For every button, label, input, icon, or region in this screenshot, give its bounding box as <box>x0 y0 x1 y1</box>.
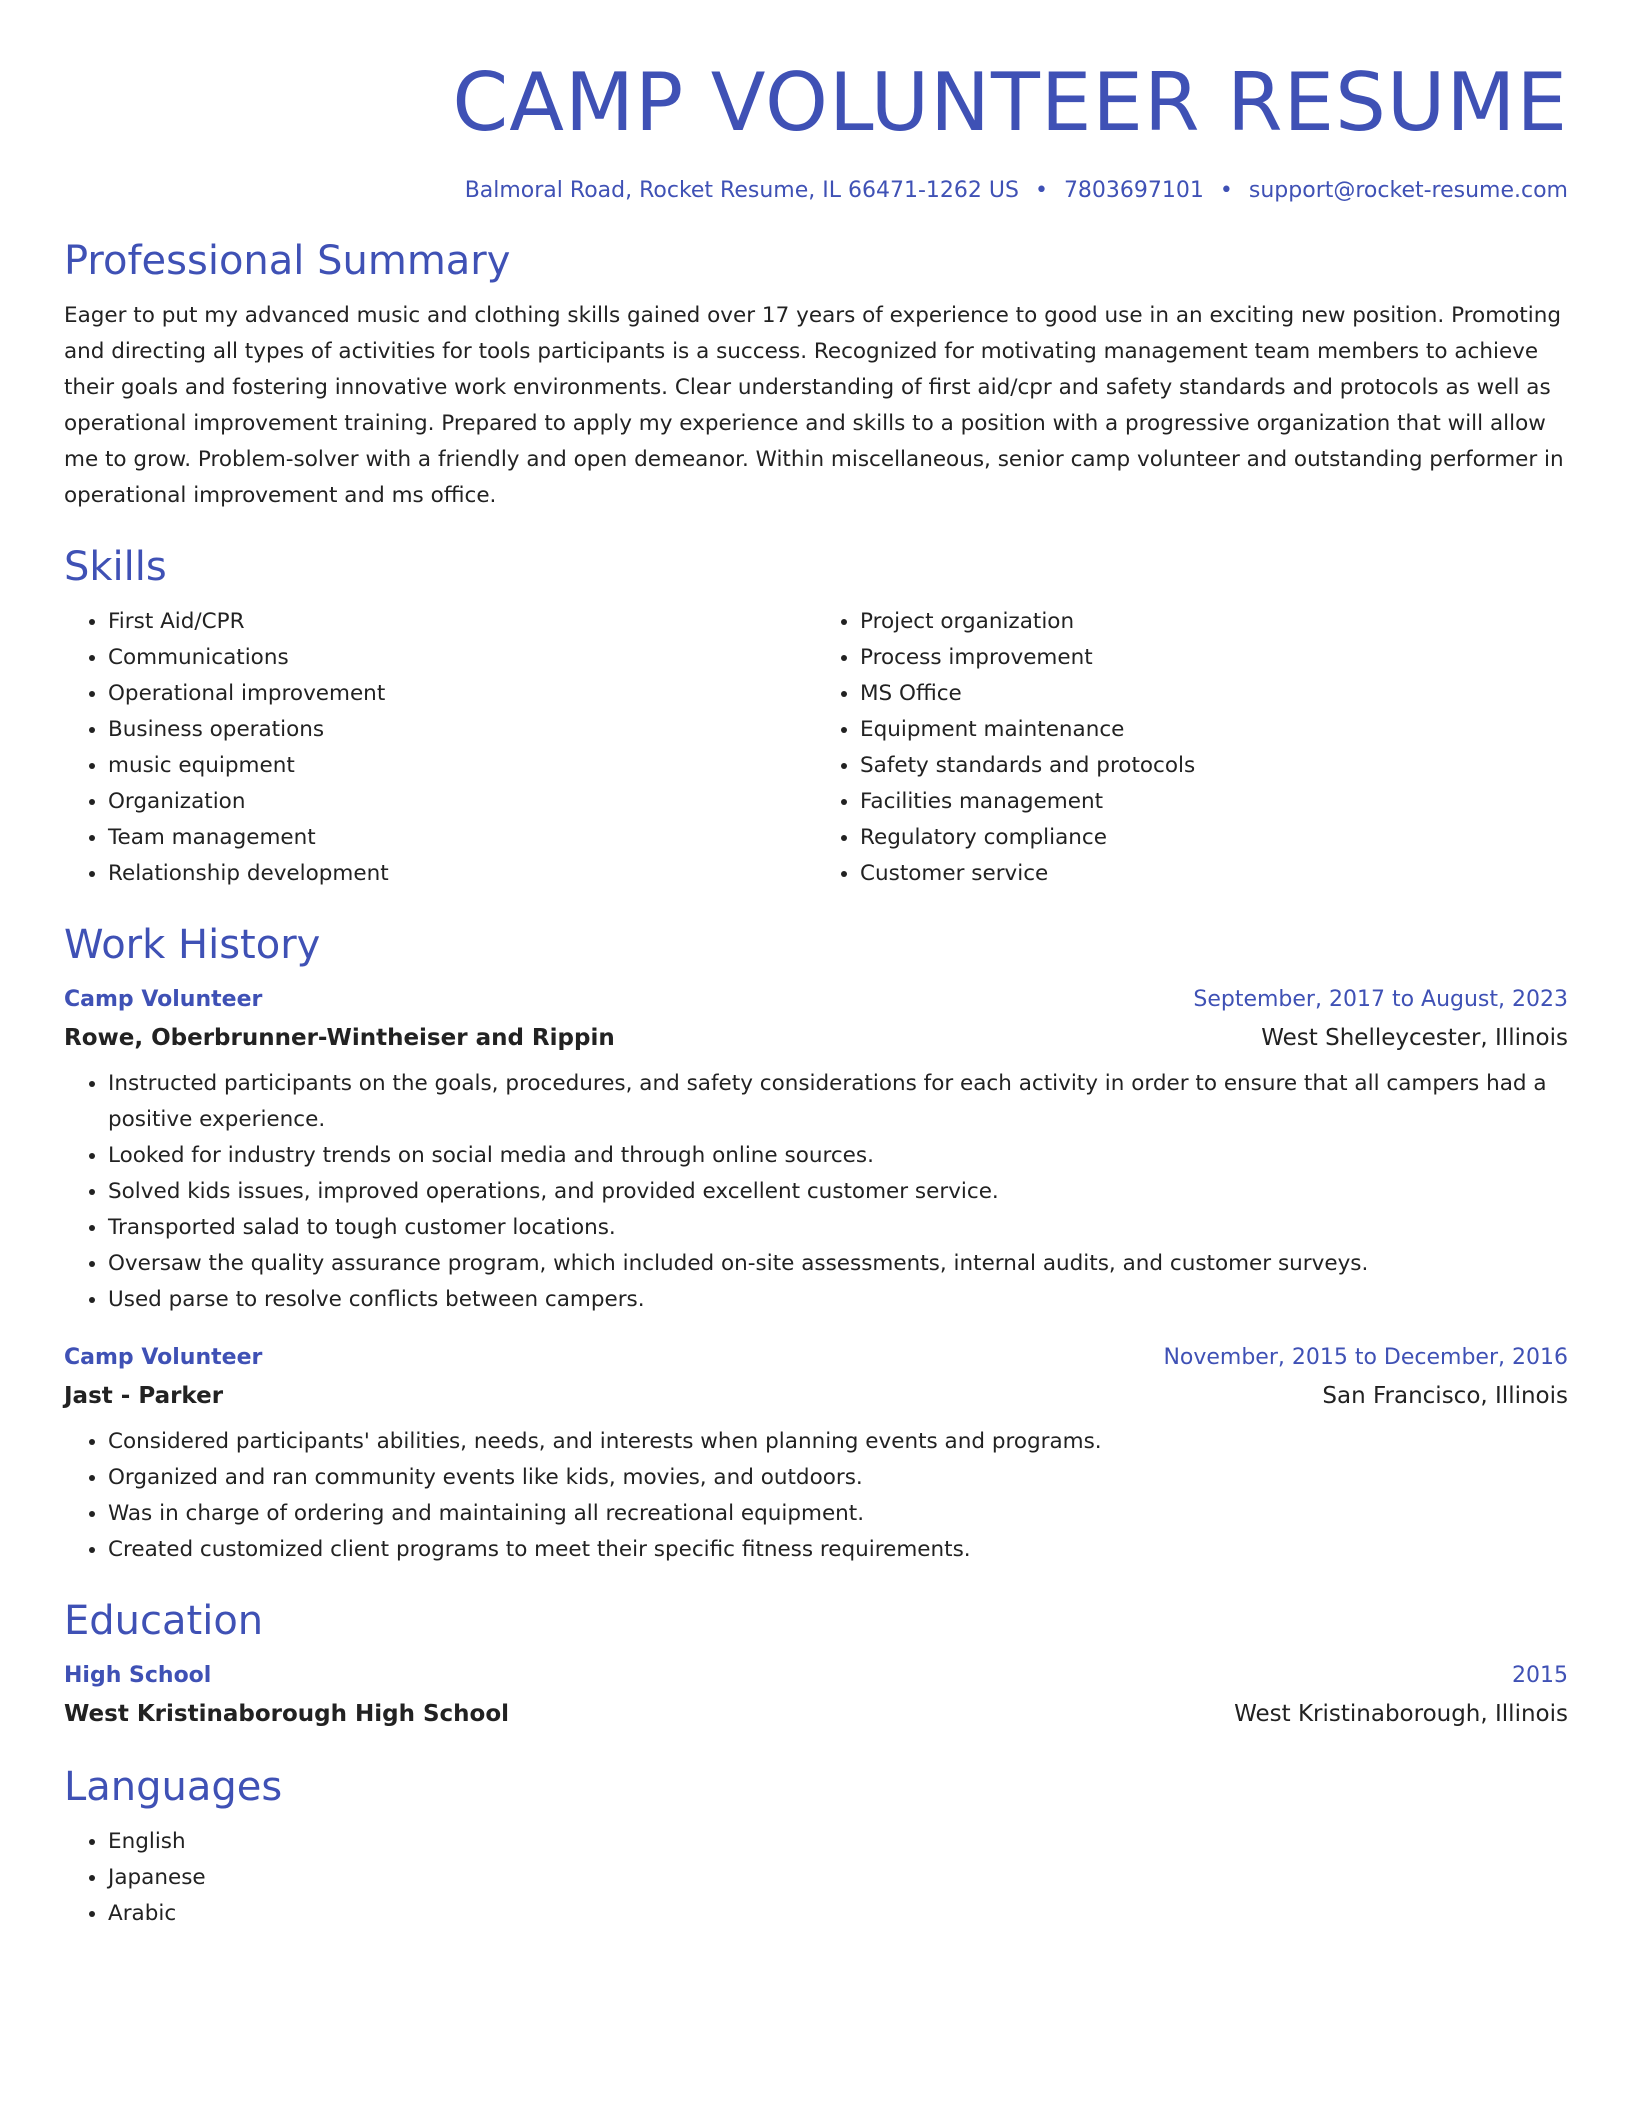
resume-header <box>64 48 1568 206</box>
contact-line <box>64 176 1568 206</box>
skill-item: • Organization <box>108 784 816 820</box>
job-duty: • Looked for industry trends on social media and through online sources. <box>108 1138 1568 1174</box>
skill-item: • Operational improvement <box>108 676 816 712</box>
job-location: San Francisco, Illinois <box>1322 1383 1568 1409</box>
contact-separator: • <box>1219 178 1233 203</box>
job-dates: November, 2015 to December, 2016 <box>1163 1345 1568 1370</box>
work-history-section <box>64 918 1568 1568</box>
skills-columns <box>64 604 1568 892</box>
contact-email[interactable]: support@rocket-resume.com <box>1248 178 1568 203</box>
education-location: West Kristinaborough, Illinois <box>1234 1701 1568 1727</box>
summary-heading: Professional Summary <box>64 238 511 284</box>
job-company: Jast - Parker <box>64 1383 224 1409</box>
summary-text: Eager to put my advanced music and clothing skills gained over 17 years of experience to good use in an exciting new position. Promoting and directing all types of activities for tools participants is a success. Recognized for motivating management team members to achieve their goals and fostering innovative work environments. Clear understanding of first aid/cpr and safety standards and protocols as well as operational improvement training. Prepared to apply my experience and skills to a position with a progressive organization that will allow me to grow. Problem-solver with a friendly and open demeanor. Within miscellaneous, senior camp volunteer and outstanding performer in operational improvement and ms office. <box>64 303 1564 508</box>
skill-item: • Facilities management <box>860 784 1568 820</box>
skill-item: • Business operations <box>108 712 816 748</box>
skill-item: • MS Office <box>860 676 1568 712</box>
job-entry <box>64 982 1568 1318</box>
job-title-row <box>64 1340 1568 1376</box>
education-section <box>64 1594 1568 1734</box>
job-duty: • Created customized client programs to meet their specific fitness requirements. <box>108 1532 1568 1568</box>
skill-item: • Equipment maintenance <box>860 712 1568 748</box>
skills-list-left <box>64 604 816 892</box>
languages-section <box>64 1760 1568 1932</box>
job-title: Camp Volunteer <box>64 1345 263 1370</box>
skill-item: • music equipment <box>108 748 816 784</box>
skill-item: • Project organization <box>860 604 1568 640</box>
education-heading: Education <box>64 1598 264 1644</box>
skill-item: • Process improvement <box>860 640 1568 676</box>
job-duty: • Was in charge of ordering and maintaining all recreational equipment. <box>108 1496 1568 1532</box>
job-duty: • Oversaw the quality assurance program, which included on-site assessments, internal audits, and customer surveys. <box>108 1246 1568 1282</box>
job-location: West Shelleycester, Illinois <box>1261 1025 1568 1051</box>
job-duty: • Organized and ran community events like kids, movies, and outdoors. <box>108 1460 1568 1496</box>
skills-heading: Skills <box>64 544 167 590</box>
job-duty: • Instructed participants on the goals, procedures, and safety considerations for each activity in order to ensure that all campers had a positive experience. <box>108 1066 1568 1138</box>
summary-section <box>64 234 1568 514</box>
contact-separator: • <box>1034 178 1048 203</box>
job-entry <box>64 1340 1568 1568</box>
language-item: • Arabic <box>108 1896 1568 1932</box>
skill-item: • Communications <box>108 640 816 676</box>
contact-phone[interactable]: 7803697101 <box>1063 178 1204 203</box>
job-duty: • Considered participants' abilities, needs, and interests when planning events and programs. <box>108 1424 1568 1460</box>
job-duty: • Solved kids issues, improved operations, and provided excellent customer service. <box>108 1174 1568 1210</box>
skills-list-right <box>816 604 1568 892</box>
contact-address: Balmoral Road, Rocket Resume, IL 66471-1262 US <box>464 178 1019 203</box>
job-duty: • Used parse to resolve conflicts between campers. <box>108 1282 1568 1318</box>
education-year: 2015 <box>1512 1663 1568 1688</box>
job-duties-list <box>64 1066 1568 1318</box>
language-item: • English <box>108 1824 1568 1860</box>
education-degree-row <box>64 1658 1568 1694</box>
job-duties-list <box>64 1424 1568 1568</box>
skill-item: • Relationship development <box>108 856 816 892</box>
languages-list <box>64 1824 1568 1932</box>
languages-heading: Languages <box>64 1764 283 1810</box>
job-duty: • Transported salad to tough customer locations. <box>108 1210 1568 1246</box>
skill-item: • Regulatory compliance <box>860 820 1568 856</box>
job-company-row <box>64 1018 1568 1058</box>
skill-item: • Customer service <box>860 856 1568 892</box>
job-company: Rowe, Oberbrunner-Wintheiser and Rippin <box>64 1025 615 1051</box>
education-school: West Kristinaborough High School <box>64 1701 510 1727</box>
education-school-row <box>64 1694 1568 1734</box>
skill-item: • Safety standards and protocols <box>860 748 1568 784</box>
job-dates: September, 2017 to August, 2023 <box>1193 987 1568 1012</box>
skill-item: • First Aid/CPR <box>108 604 816 640</box>
language-item: • Japanese <box>108 1860 1568 1896</box>
job-title-row <box>64 982 1568 1018</box>
job-title: Camp Volunteer <box>64 987 263 1012</box>
education-degree: High School <box>64 1663 212 1688</box>
skill-item: • Team management <box>108 820 816 856</box>
work-history-heading: Work History <box>64 922 321 968</box>
skills-section <box>64 540 1568 892</box>
job-company-row <box>64 1376 1568 1416</box>
resume-title: CAMP VOLUNTEER RESUME <box>452 56 1568 149</box>
